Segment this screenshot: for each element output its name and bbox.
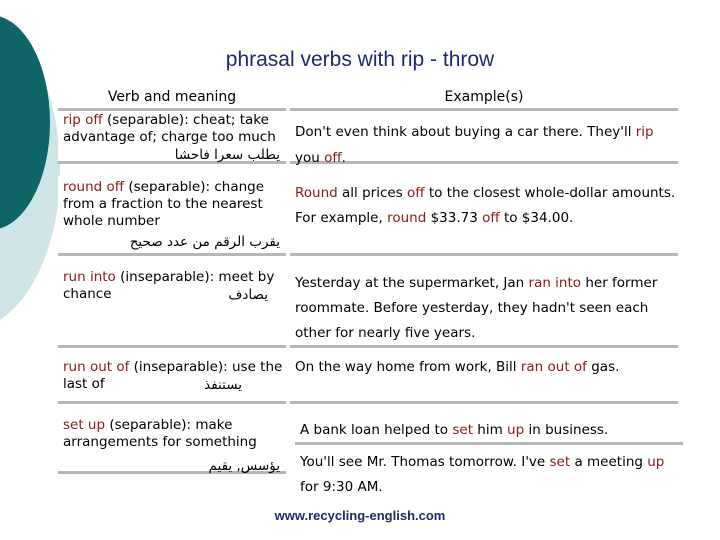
header-verb-and-meaning: Verb and meaning bbox=[58, 86, 286, 111]
example-text: in business. bbox=[524, 422, 609, 438]
example-highlight: set bbox=[549, 454, 571, 470]
verb-round-off: round off bbox=[63, 179, 125, 195]
row-rip-off-verb bbox=[58, 112, 286, 164]
row-run-out-of-verb bbox=[58, 356, 286, 404]
example-highlight: rip bbox=[635, 124, 654, 140]
arabic-translation: يقرب الرقم من عدد صحيح bbox=[129, 234, 280, 250]
example-highlight: ran out of bbox=[520, 359, 587, 375]
example-text: all prices bbox=[337, 185, 407, 201]
example-text: A bank loan helped to bbox=[300, 422, 453, 438]
example-text: to $34.00. bbox=[499, 210, 574, 226]
verb-meaning: (separable): change from a fraction to the nearest whole number bbox=[63, 179, 265, 229]
row-run-out-of-example bbox=[290, 356, 678, 404]
example-text: him bbox=[473, 422, 508, 438]
example-text: . bbox=[341, 150, 346, 166]
example-highlight: set bbox=[452, 422, 473, 438]
example-highlight: off bbox=[482, 210, 500, 226]
example-text: gas. bbox=[586, 359, 620, 375]
example-text: her former roommate. Before yesterday, they hadn't seen each other for nearly five years. bbox=[295, 275, 658, 341]
verb-meaning: (separable): make arrangements for something bbox=[63, 417, 257, 450]
example-highlight: Round bbox=[295, 185, 338, 201]
example-text: a meeting bbox=[570, 454, 648, 470]
verb-run-into: run into bbox=[63, 269, 116, 285]
example-text: to the closest whole-dollar amounts. For example, bbox=[295, 185, 676, 226]
verb-set-up: set up bbox=[63, 417, 106, 433]
row-run-into-verb bbox=[58, 266, 286, 348]
example-highlight: up bbox=[647, 454, 665, 470]
row-run-into-example bbox=[290, 266, 678, 348]
arabic-translation: يؤسس, يقيم bbox=[208, 458, 280, 474]
arabic-translation: يطلب سعرا فاحشا bbox=[174, 147, 280, 163]
example-highlight: ran into bbox=[528, 275, 582, 291]
example-highlight: off bbox=[407, 185, 425, 201]
example-text: Yesterday at the supermarket, Jan bbox=[295, 275, 529, 291]
example-highlight: round bbox=[387, 210, 427, 226]
arabic-translation: يصادف bbox=[228, 287, 268, 303]
verb-meaning: (inseparable): use the last of bbox=[63, 359, 283, 392]
example-text: $33.73 bbox=[426, 210, 483, 226]
example-text: Don't even think about buying a car there. They'll bbox=[295, 124, 636, 140]
row-rip-off-example bbox=[290, 112, 678, 164]
example-highlight: off bbox=[324, 150, 342, 166]
verb-run-out-of: run out of bbox=[63, 359, 130, 375]
row-round-off-example bbox=[290, 176, 678, 256]
example-text: On the way home from work, Bill bbox=[295, 359, 521, 375]
example-text: you bbox=[295, 150, 325, 166]
row-round-off-verb bbox=[58, 176, 286, 256]
example-text: for 9:30 AM. bbox=[300, 479, 383, 495]
verb-rip-off: rip off bbox=[63, 112, 103, 128]
row-set-up-example-2 bbox=[295, 448, 678, 498]
row-set-up-example-1 bbox=[295, 420, 683, 445]
page-title: phrasal verbs with rip - throw bbox=[225, 48, 495, 71]
row-set-up-verb bbox=[58, 414, 286, 474]
verb-meaning: (inseparable): meet by chance bbox=[63, 269, 275, 302]
example-text: You'll see Mr. Thomas tomorrow. I've bbox=[300, 454, 550, 470]
example-highlight: up bbox=[507, 422, 525, 438]
website-footer: www.recycling-english.com bbox=[274, 508, 446, 523]
header-examples: Example(s) bbox=[290, 86, 678, 111]
arabic-translation: يستنفذ bbox=[204, 377, 242, 393]
verb-meaning: (separable): cheat; take advantage of; charge too much bbox=[63, 112, 276, 145]
